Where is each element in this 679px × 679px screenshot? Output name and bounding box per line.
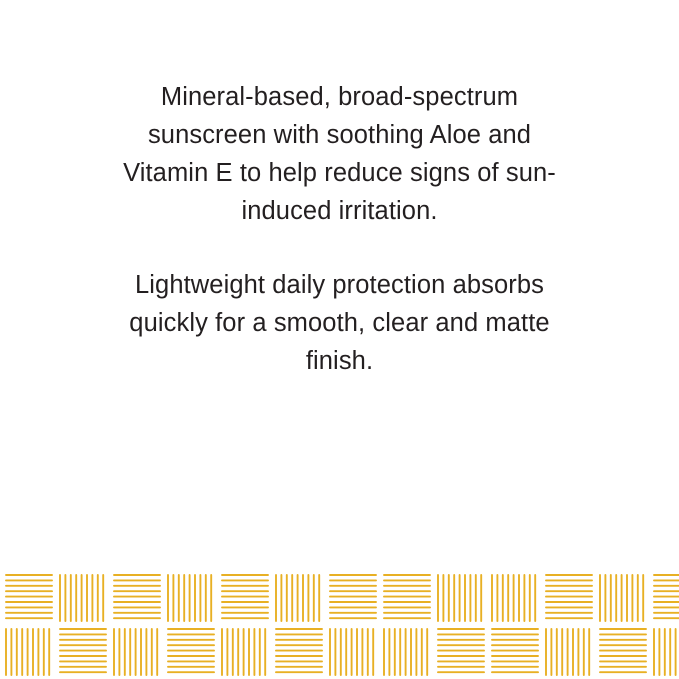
description-paragraph-1: Mineral-based, broad-spectrum sunscreen with soothing Aloe and Vitamin E to help reduce signs of sun-induced irritation. xyxy=(123,83,556,225)
description-paragraph-2: Lightweight daily protection absorbs quickly for a smooth, clear and matte finish. xyxy=(129,271,550,375)
woven-hatch-pattern xyxy=(0,379,679,679)
description-copy-block xyxy=(0,78,679,380)
